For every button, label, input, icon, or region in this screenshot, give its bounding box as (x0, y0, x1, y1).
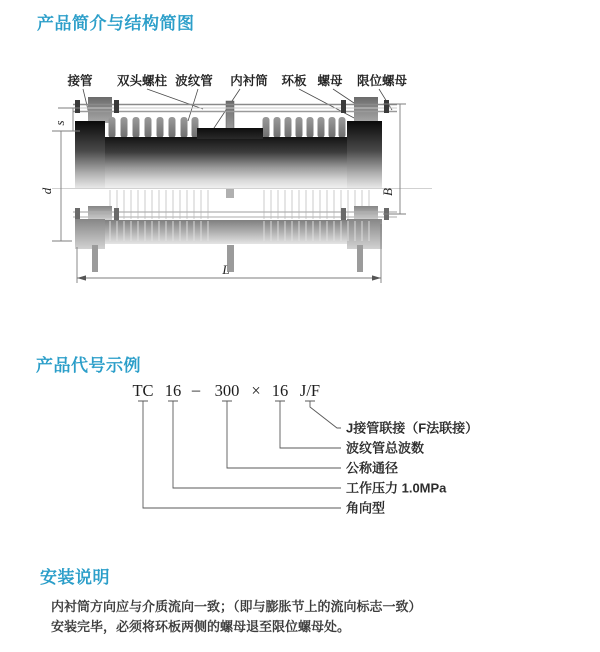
callout-working-pressure: 工作压力 1.0MPa (346, 480, 447, 496)
label-bellows: 波纹管 (175, 74, 213, 88)
part-labels (66, 73, 407, 88)
code-token-16b: 16 (271, 381, 289, 400)
code-token-300: 300 (214, 381, 240, 400)
section-title-install: 安装说明 (40, 568, 110, 587)
code-token-16a: 16 (164, 381, 182, 400)
section-title-intro: 产品简介与结构简图 (37, 14, 195, 33)
dim-s: s (52, 120, 67, 126)
dim-d: d (39, 187, 54, 195)
code-token-tc: TC (132, 381, 154, 400)
dim-l: L (222, 262, 230, 277)
label-limit-nut: 限位螺母 (356, 74, 408, 88)
section-title-code: 产品代号示例 (36, 356, 141, 375)
callout-angular-type: 角向型 (346, 500, 386, 516)
code-token-x: × (251, 381, 261, 400)
callout-labels (346, 421, 478, 516)
label-liner: 内衬筒 (230, 74, 268, 88)
callout-lines (138, 401, 341, 508)
code-tokens (132, 380, 320, 400)
product-code-diagram (105, 373, 585, 528)
label-pipe-end: 接管 (67, 74, 93, 88)
label-nut: 螺母 (317, 74, 343, 88)
code-token-dash: – (191, 380, 201, 399)
callout-nominal-diameter: 公称通径 (346, 460, 399, 476)
structure-diagram (30, 60, 460, 300)
install-line-1: 内衬筒方向应与介质流向一致；（即与膨胀节上的流向标志一致） (51, 599, 422, 614)
label-ring-plate: 环板 (281, 74, 307, 88)
install-line-2: 安装完毕，必须将环板两侧的螺母退至限位螺母处。 (51, 619, 351, 634)
install-instructions (51, 597, 521, 637)
callout-wave-count: 波纹管总波数 (346, 440, 425, 456)
lower-slats (110, 190, 369, 219)
dim-b: B (380, 188, 395, 196)
label-stud: 双头螺柱 (116, 74, 168, 88)
callout-connection: J接管联接（F法联接） (346, 420, 479, 436)
code-token-jf: J/F (299, 381, 321, 400)
